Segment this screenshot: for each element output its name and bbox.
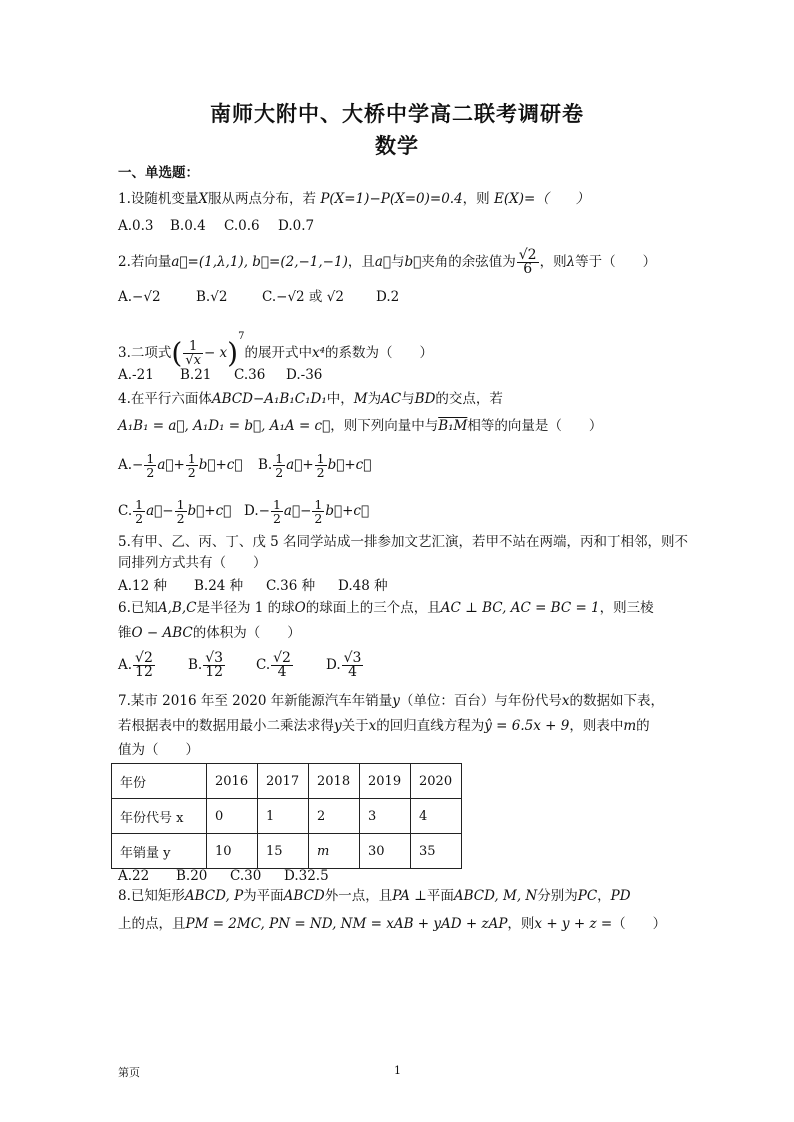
q6-option-c xyxy=(256,652,294,679)
q8-pa-perp: PA ⊥ xyxy=(392,888,427,904)
frac-den: 2 xyxy=(316,465,325,480)
vec-a: a⃗ xyxy=(286,457,303,473)
table-cell: 年份 xyxy=(112,764,207,799)
q1-option-c: C.0.6 xyxy=(224,218,260,234)
q8-text-l2a: 上的点，且 xyxy=(118,916,186,932)
q7-var-m: m xyxy=(623,718,637,734)
question-7-line-3: 值为（ ） xyxy=(118,742,199,758)
q7-var-y: y xyxy=(392,693,400,709)
q6-text-mid2: 的球面上的三个点，且 xyxy=(305,600,441,616)
q4-point-m: M xyxy=(353,391,368,407)
q3-fraction xyxy=(183,340,203,367)
q4-text-post: 的交点，若 xyxy=(435,391,503,407)
q3-left-paren: ( xyxy=(171,336,183,370)
q2-text-mid2: 与 xyxy=(391,254,405,270)
q4-optD-frac2 xyxy=(312,498,324,525)
question-1 xyxy=(118,193,589,207)
q4-optA-label: A. xyxy=(118,457,133,473)
q2-option-c: C.−√2 或 √2 xyxy=(262,289,344,305)
q1-option-d: D.0.7 xyxy=(278,218,315,234)
exam-title: 南师大附中、大桥中学高二联考调研卷 xyxy=(210,101,584,126)
q7-regression-equation: ŷ = 6.5x + 9 xyxy=(484,718,570,734)
table-cell: 2016 xyxy=(207,764,258,799)
q6-text-mid: 是半径为 1 的球 xyxy=(196,600,295,616)
frac-num: √2 xyxy=(273,650,291,666)
q8-text-l1f: ， xyxy=(597,888,611,904)
frac-num: 1 xyxy=(187,451,196,466)
q4-text-line2c: 相等的向量是（ ） xyxy=(467,418,603,434)
q8-text-l1c: 外一点，且 xyxy=(324,888,393,904)
q6-condition: AC ⊥ BC, AC = BC = 1 xyxy=(440,600,600,616)
q4-ac: AC xyxy=(381,391,402,407)
vec-a: a⃗ xyxy=(146,503,163,519)
table-cell: 2017 xyxy=(258,764,309,799)
q5-option-d: D.48 种 xyxy=(338,578,388,594)
q2-text-post: ，则 xyxy=(539,254,567,270)
q3-text-pre: 3.二项式 xyxy=(118,345,172,361)
q4-optC-label: C. xyxy=(118,503,133,519)
q3-minus-x: − x xyxy=(203,345,228,361)
question-6-line-1 xyxy=(118,602,654,616)
q8-text-l1d: 平面 xyxy=(426,888,454,904)
q2-vec-a: a⃗ xyxy=(374,254,392,270)
footer-page-label: 第页 xyxy=(118,1066,140,1079)
q8-rect: ABCD, P xyxy=(184,888,244,904)
frac-den: 2 xyxy=(187,465,196,480)
table-cell: 年份代号 x xyxy=(112,799,207,834)
q3-term: x⁴ xyxy=(311,345,326,361)
frac-den: 2 xyxy=(146,465,155,480)
table-cell: 30 xyxy=(360,834,411,869)
frac-num: √2 xyxy=(135,650,153,666)
q4-optB-frac2 xyxy=(315,452,327,479)
q7-text-l2d: ，则表中 xyxy=(569,718,624,734)
frac-num: 1 xyxy=(146,451,155,466)
q2-text-mid: ，且 xyxy=(347,254,375,270)
q7-text-l2b: 关于 xyxy=(341,718,369,734)
q4-option-c: C. $\frac{1}{2}$ a⃗− $\frac{1}{2}$ b⃗+c⃗ xyxy=(118,497,232,526)
q6-text-post: ，则三棱 xyxy=(599,600,654,616)
table-cell: 2019 xyxy=(360,764,411,799)
q2-lambda: λ xyxy=(566,254,576,270)
q3-ask: 的系数为（ ） xyxy=(325,345,434,361)
q6-optD-frac xyxy=(342,652,364,679)
q6-optC-frac xyxy=(271,652,293,679)
q7-var-x2: x xyxy=(368,718,377,734)
q8-text-l1e: 分别为 xyxy=(537,888,578,904)
table-cell: m xyxy=(309,834,360,869)
q3-option-a: A.-21 xyxy=(118,367,154,383)
q7-text-l1a: 7.某市 2016 年至 2020 年新能源汽车年销量 xyxy=(118,693,393,709)
q6-text-pre: 6.已知 xyxy=(118,600,158,616)
frac-den: 2 xyxy=(176,511,185,526)
q3-option-c: C.36 xyxy=(234,367,266,383)
q4-optD-label: D. xyxy=(244,503,259,519)
question-7-line-1 xyxy=(118,695,664,709)
q5-option-a: A.12 种 xyxy=(118,578,168,594)
q4-optA-frac1 xyxy=(144,452,156,479)
q7-text-l2a: 若根据表中的数据用最小二乘法求得 xyxy=(118,718,334,734)
q2-text-pre: 2.若向量 xyxy=(118,254,172,270)
q6-points: A,B,C xyxy=(157,600,197,616)
q1-ask: E(X)=（ ） xyxy=(493,191,590,207)
q2-text-mid3: 夹角的余弦值为 xyxy=(421,254,516,270)
q1-var: X xyxy=(198,191,209,207)
q2-vec-b: b⃗ xyxy=(404,254,422,270)
q6-optB-label: B. xyxy=(188,657,203,673)
q2-option-b: B.√2 xyxy=(196,289,228,305)
subject-title: 数学 xyxy=(375,133,419,158)
table-cell: 10 xyxy=(207,834,258,869)
frac-num: √3 xyxy=(205,650,224,666)
q4-text-mid3: 与 xyxy=(401,391,415,407)
q2-fraction xyxy=(517,249,539,276)
frac-den: 12 xyxy=(135,664,153,680)
q3-frac-num: 1 xyxy=(183,340,203,354)
q6-text-line2a: 锥 xyxy=(118,625,132,641)
q4-optC-frac1 xyxy=(133,498,145,525)
q3-frac-den: √x xyxy=(185,353,201,368)
table-row xyxy=(112,764,462,799)
q4-b1m: B₁M xyxy=(438,418,468,434)
q6-optD-label: D. xyxy=(326,657,341,673)
table-cell: 15 xyxy=(258,834,309,869)
q4-optB-frac1 xyxy=(273,452,285,479)
table-row xyxy=(112,834,462,869)
vec-b: b⃗ xyxy=(325,503,343,519)
q2-frac-den: 6 xyxy=(523,261,533,277)
q4-bd: BD xyxy=(414,391,436,407)
vec-c: c⃗ xyxy=(355,457,372,473)
q4-text-pre: 4.在平行六面体 xyxy=(118,391,212,407)
frac-den: 2 xyxy=(275,465,284,480)
vec-b: b⃗ xyxy=(327,457,345,473)
q7-text-l1c: 的数据如下表， xyxy=(569,693,665,709)
q7-var-x: x xyxy=(561,693,570,709)
question-8-line-2 xyxy=(118,918,666,932)
frac-den: 4 xyxy=(348,664,358,680)
table-cell: 4 xyxy=(411,799,462,834)
frac-num: 1 xyxy=(316,451,325,466)
frac-den: 2 xyxy=(314,511,323,526)
footer-page-number: 1 xyxy=(394,1064,401,1077)
question-7-line-2 xyxy=(118,720,650,734)
question-5-line-2: 同排列方式共有（ ） xyxy=(118,555,267,571)
q1-text-post: ，则 xyxy=(462,191,490,207)
question-3 xyxy=(118,332,433,368)
q6-center: O xyxy=(294,600,306,616)
q2-frac-num: √2 xyxy=(518,247,537,263)
vec-c: c⃗ xyxy=(353,503,370,519)
table-cell: 3 xyxy=(360,799,411,834)
q6-option-d xyxy=(326,652,364,679)
q8-text-l1b: 为平面 xyxy=(243,888,284,904)
table-row xyxy=(112,799,462,834)
q4-optC-frac2 xyxy=(175,498,187,525)
table-cell: 1 xyxy=(258,799,309,834)
q4-optD-frac1 xyxy=(271,498,283,525)
q4-given-vectors: A₁B₁ = a⃗, A₁D₁ = b⃗, A₁A = c⃗ xyxy=(118,418,331,434)
q8-text-l1a: 8.已知矩形 xyxy=(118,888,185,904)
q6-option-b xyxy=(188,652,226,679)
table-cell: 0 xyxy=(207,799,258,834)
question-2 xyxy=(118,249,656,276)
q7-option-a: A.22 xyxy=(118,868,150,884)
q6-optB-frac xyxy=(203,652,225,679)
q8-text-l2b: ，则 xyxy=(507,916,535,932)
q8-ask: （ ） xyxy=(612,916,667,932)
q1-text-mid: 服从两点分布，若 xyxy=(208,191,317,207)
q7-text-l2e: 的 xyxy=(636,718,650,734)
q4-option-b: B. $\frac{1}{2}$ a⃗+ $\frac{1}{2}$ b⃗+c⃗ xyxy=(258,451,372,480)
q3-right-paren: ) xyxy=(227,336,239,370)
q1-option-a: A.0.3 xyxy=(118,218,154,234)
vec-a: a⃗ xyxy=(157,457,174,473)
frac-den: 4 xyxy=(277,664,287,680)
q4-optA-frac2 xyxy=(186,452,198,479)
q8-points: ABCD, M, N xyxy=(453,888,538,904)
q7-option-c: C.30 xyxy=(230,868,262,884)
q7-option-b: B.20 xyxy=(176,868,208,884)
q6-optA-frac xyxy=(133,652,155,679)
q8-pd: PD xyxy=(610,888,631,904)
frac-num: √3 xyxy=(343,650,362,666)
q4-option-d: D.− $\frac{1}{2}$ a⃗− $\frac{1}{2}$ b⃗+c⃗ xyxy=(244,497,370,526)
q4-optB-label: B. xyxy=(258,457,273,473)
vec-b: b⃗ xyxy=(187,503,205,519)
q2-option-a: A.−√2 xyxy=(118,289,161,305)
frac-num: 1 xyxy=(135,497,144,512)
q7-var-y2: y xyxy=(334,718,342,734)
q6-pyramid: O − ABC xyxy=(131,625,193,641)
table-cell: 35 xyxy=(411,834,462,869)
vec-a: a⃗ xyxy=(283,503,301,519)
vec-c: c⃗ xyxy=(226,457,243,473)
q2-ask: 等于（ ） xyxy=(575,254,657,270)
frac-num: 1 xyxy=(272,497,281,512)
vec-c: c⃗ xyxy=(215,503,232,519)
q1-expression: P(X=1)−P(X=0)=0.4 xyxy=(320,191,463,207)
q6-optC-label: C. xyxy=(256,657,271,673)
table-cell: 2018 xyxy=(309,764,360,799)
q5-option-c: C.36 种 xyxy=(266,578,316,594)
q8-vector-relations: PM = 2MC, PN = ND, NM = xAB + yAD + zAP xyxy=(185,916,508,932)
q6-option-a xyxy=(118,652,156,679)
q3-option-d: D.-36 xyxy=(286,367,323,383)
q8-plane: ABCD xyxy=(283,888,325,904)
q2-option-d: D.2 xyxy=(376,289,400,305)
question-8-line-1 xyxy=(118,890,631,904)
q8-pc: PC xyxy=(577,888,598,904)
frac-den: 12 xyxy=(205,664,224,680)
question-6-line-2 xyxy=(118,627,301,641)
q4-solid: ABCD−A₁B₁C₁D₁ xyxy=(211,391,327,407)
table-cell: 年销量 y xyxy=(112,834,207,869)
q7-text-l1b: （单位：百台）与年份代号 xyxy=(399,693,562,709)
frac-den: 2 xyxy=(135,511,144,526)
q4-option-a: A.− $\frac{1}{2}$ a⃗+ $\frac{1}{2}$ b⃗+c⃗ xyxy=(118,451,243,480)
question-4-line-2 xyxy=(118,420,602,434)
q8-sum: x + y + z = xyxy=(534,916,613,932)
q7-option-d: D.32.5 xyxy=(284,868,329,884)
q6-text-line2b: 的体积为（ ） xyxy=(192,625,301,641)
q2-vectors: a⃗=(1,λ,1), b⃗=(2,−1,−1) xyxy=(171,254,348,270)
frac-num: 1 xyxy=(176,497,185,512)
q1-text-pre: 1.设随机变量 xyxy=(118,191,199,207)
q4-text-mid2: 为 xyxy=(367,391,382,407)
q3-option-b: B.21 xyxy=(180,367,212,383)
table-cell: 2020 xyxy=(411,764,462,799)
q3-text-post: 的展开式中 xyxy=(244,345,312,361)
table-cell: 2 xyxy=(309,799,360,834)
frac-den: 2 xyxy=(272,511,281,526)
section-heading: 一、单选题： xyxy=(118,165,199,181)
q3-power: 7 xyxy=(238,331,245,342)
frac-num: 1 xyxy=(314,497,323,512)
q4-text-mid: 中， xyxy=(326,391,354,407)
question-5-line-1: 5.有甲、乙、丙、丁、戊 5 名同学站成一排参加文艺汇演，若甲不站在两端，丙和丁相邻，则不 xyxy=(118,534,689,550)
question-4-line-1 xyxy=(118,393,503,407)
q4-text-line2b: ，则下列向量中与 xyxy=(330,418,439,434)
frac-num: 1 xyxy=(275,451,284,466)
q6-optA-label: A. xyxy=(118,657,133,673)
q1-option-b: B.0.4 xyxy=(170,218,206,234)
q7-data-table xyxy=(111,763,462,869)
q7-text-l2c: 的回归直线方程为 xyxy=(376,718,485,734)
vec-b: b⃗ xyxy=(198,457,216,473)
q5-option-b: B.24 种 xyxy=(194,578,244,594)
